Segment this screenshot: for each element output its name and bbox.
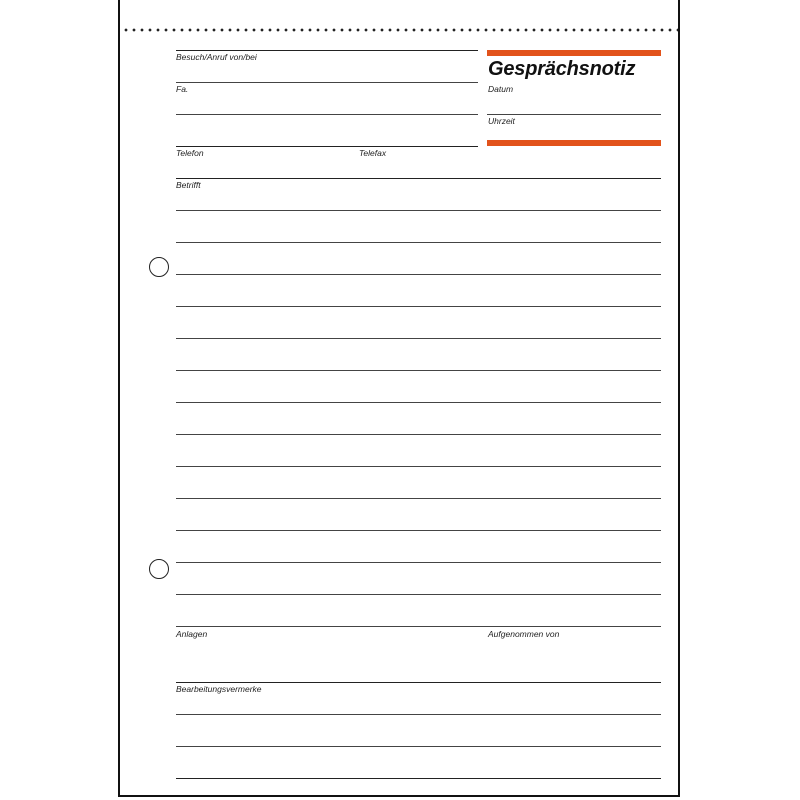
anlagen-label: Anlagen	[176, 629, 208, 639]
telefon-line	[176, 146, 478, 147]
perforation-line	[122, 28, 678, 32]
ruled-line	[176, 210, 661, 211]
punch-hole-icon	[149, 559, 169, 579]
ruled-line	[176, 370, 661, 371]
ruled-line	[176, 498, 661, 499]
firma-top-line	[176, 82, 478, 83]
ruled-line	[176, 306, 661, 307]
orange-bar-top	[487, 50, 661, 56]
betrifft-label: Betrifft	[176, 180, 201, 190]
datum-line	[487, 114, 661, 115]
anlagen-line	[176, 626, 661, 627]
ruled-line	[176, 434, 661, 435]
ruled-line	[176, 562, 661, 563]
ruled-line	[176, 778, 661, 779]
firma-line	[176, 114, 478, 115]
ruled-line	[176, 466, 661, 467]
telefax-label: Telefax	[359, 148, 387, 158]
ruled-line	[176, 594, 661, 595]
uhrzeit-label: Uhrzeit	[488, 116, 515, 126]
orange-bar-bottom	[487, 140, 661, 146]
bearbeitung-line	[176, 682, 661, 683]
telefon-label: Telefon	[176, 148, 204, 158]
punch-hole-icon	[149, 257, 169, 277]
ruled-line	[176, 338, 661, 339]
betrifft-line	[176, 178, 661, 179]
aufgenommen-label: Aufgenommen von	[488, 629, 560, 639]
form-title: Gesprächsnotiz	[488, 58, 636, 80]
besuch-label: Besuch/Anruf von/bei	[176, 52, 257, 62]
ruled-line	[176, 274, 661, 275]
ruled-line	[176, 530, 661, 531]
datum-label: Datum	[488, 84, 514, 94]
form-sheet	[118, 0, 680, 797]
besuch-line	[176, 50, 478, 51]
ruled-line	[176, 402, 661, 403]
firma-label: Fa.	[176, 84, 189, 94]
bearbeitung-label: Bearbeitungsvermerke	[176, 684, 262, 694]
ruled-line	[176, 746, 661, 747]
ruled-line	[176, 714, 661, 715]
ruled-line	[176, 242, 661, 243]
